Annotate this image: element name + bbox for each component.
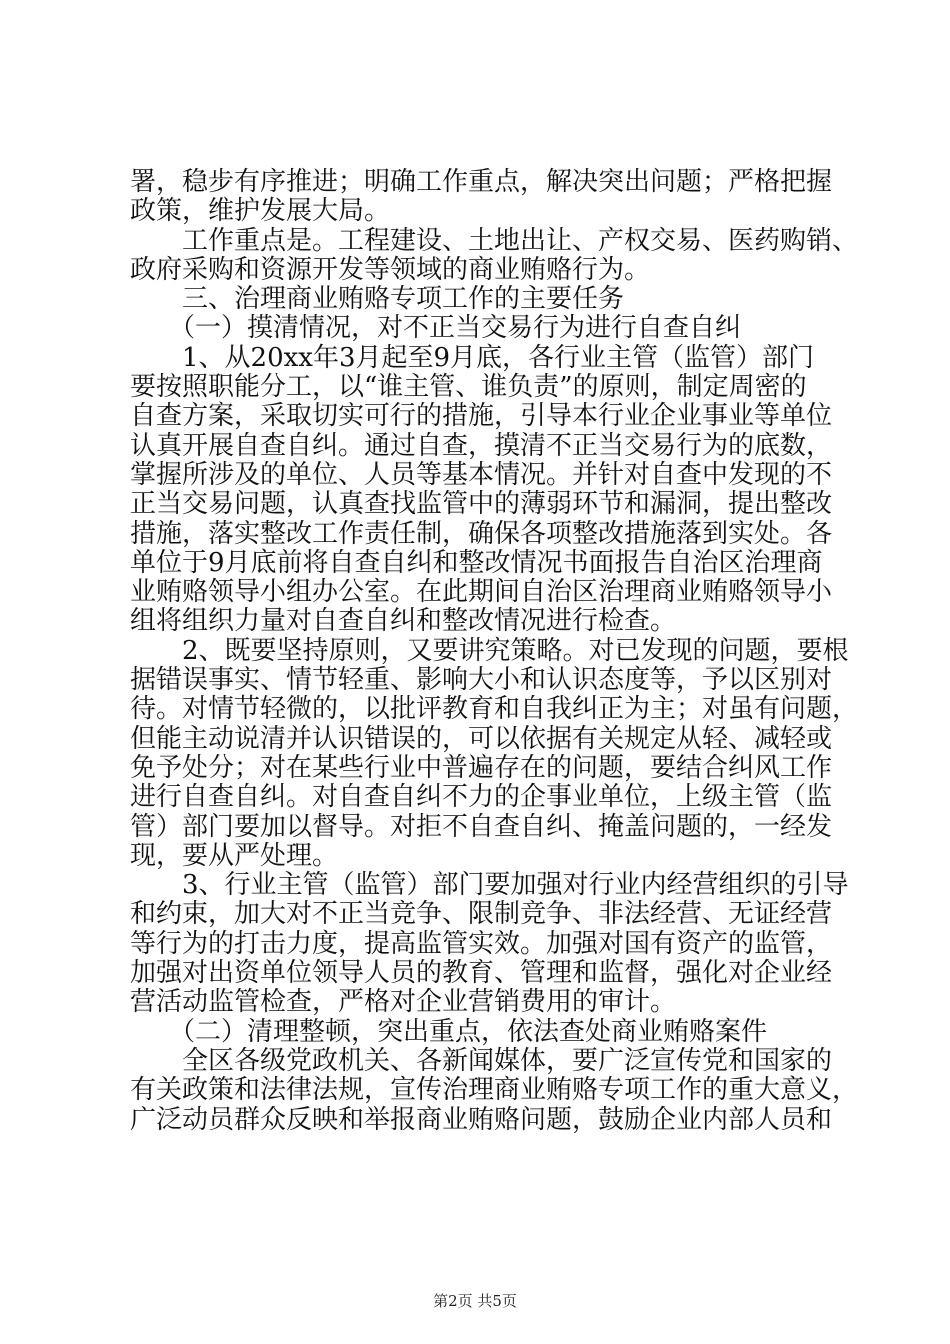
text-line: 据错误事实、情节轻重、影响大小和认识态度等，予以区别对 bbox=[130, 665, 833, 696]
text-line: 营活动监管检查，严格对企业营销费用的审计。 bbox=[130, 987, 677, 1018]
text-line: 免予处分；对在某些行业中普遍存在的问题，要结合纠风工作 bbox=[130, 752, 833, 783]
text-line: （一）摸清情况，对不正当交易行为进行自查自纠 bbox=[130, 313, 742, 344]
text-line: 掌握所涉及的单位、人员等基本情况。并针对自查中发现的不 bbox=[130, 459, 833, 490]
text-line: 单位于9月底前将自查自纠和整改情况书面报告自治区治理商 bbox=[130, 547, 823, 578]
text-line: （二）清理整顿，突出重点，依法查处商业贿赂案件 bbox=[130, 1016, 768, 1047]
page-footer: 第2页 共5页 bbox=[433, 1292, 517, 1310]
text-line: 正当交易问题，认真查找监管中的薄弱环节和漏洞，提出整改 bbox=[130, 489, 833, 520]
text-line: 现，要从严处理。 bbox=[130, 840, 339, 871]
text-line: 政府采购和资源开发等领域的商业贿赂行为。 bbox=[130, 254, 651, 285]
text-line: 工作重点是。工程建设、土地出让、产权交易、医药购销、 bbox=[130, 225, 859, 256]
text-line: 署，稳步有序推进；明确工作重点，解决突出问题；严格把握 bbox=[130, 167, 833, 197]
text-line: 等行为的打击力度，提高监管实效。加强对国有资产的监管， bbox=[130, 928, 833, 959]
text-line: 进行自查自纠。对自查自纠不力的企事业单位，上级主管（监 bbox=[130, 782, 833, 813]
text-line: 管）部门要加以督导。对拒不自查自纠、掩盖问题的，一经发 bbox=[130, 811, 833, 842]
text-line: 有关政策和法律法规，宣传治理商业贿赂专项工作的重大意义， bbox=[130, 1075, 859, 1106]
text-line: 1、从20xx年3月起至9月底，各行业主管（监管）部门 bbox=[130, 342, 815, 373]
text-line: 认真开展自查自纠。通过自查，摸清不正当交易行为的底数， bbox=[130, 430, 833, 461]
text-line: 广泛动员群众反映和举报商业贿赂问题，鼓励企业内部人员和 bbox=[130, 1104, 833, 1135]
text-line: 但能主动说清并认识错误的，可以依据有关规定从轻、减轻或 bbox=[130, 723, 833, 754]
text-line: 三、治理商业贿赂专项工作的主要任务 bbox=[130, 284, 625, 315]
body-text bbox=[130, 167, 859, 1135]
text-line: 自查方案，采取切实可行的措施，引导本行业企业事业等单位 bbox=[130, 401, 833, 432]
text-line: 全区各级党政机关、各新闻媒体，要广泛宣传党和国家的 bbox=[130, 1045, 833, 1076]
text-line: 业贿赂领导小组办公室。在此期间自治区治理商业贿赂领导小 bbox=[130, 577, 833, 608]
text-line: 和约束，加大对不正当竞争、限制竞争、非法经营、无证经营 bbox=[130, 899, 833, 930]
text-line: 待。对情节轻微的，以批评教育和自我纠正为主；对虽有问题， bbox=[130, 694, 859, 725]
text-line: 政策，维护发展大局。 bbox=[130, 196, 391, 227]
text-line: 加强对出资单位领导人员的教育、管理和监督，强化对企业经 bbox=[130, 958, 833, 989]
text-line: 2、既要坚持原则，又要讲究策略。对已发现的问题，要根 bbox=[130, 635, 849, 666]
text-line: 措施，落实整改工作责任制，确保各项整改措施落到实处。各 bbox=[130, 518, 833, 549]
text-line: 3、行业主管（监管）部门要加强对行业内经营组织的引导 bbox=[130, 870, 849, 901]
text-line: 组将组织力量对自查自纠和整改情况进行检查。 bbox=[130, 606, 677, 637]
text-line: 要按照职能分工，以“谁主管、谁负责”的原则，制定周密的 bbox=[130, 372, 807, 403]
